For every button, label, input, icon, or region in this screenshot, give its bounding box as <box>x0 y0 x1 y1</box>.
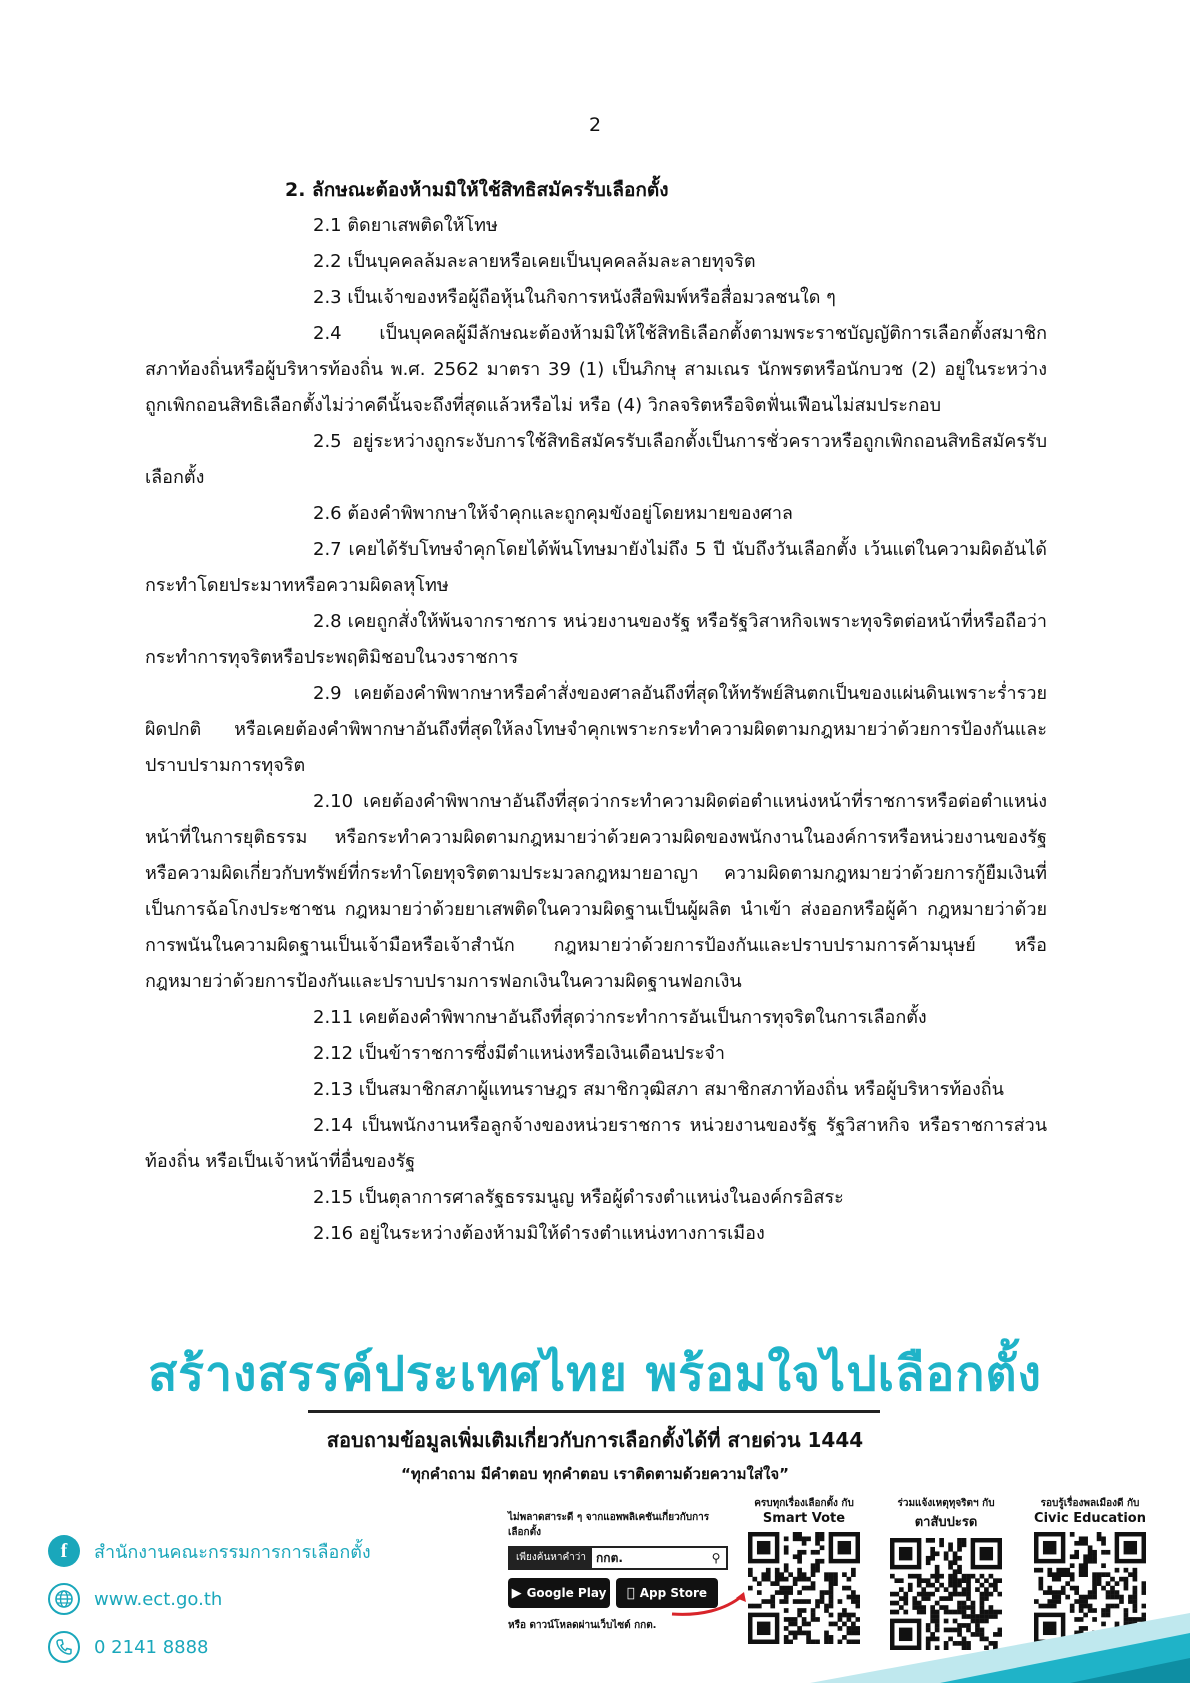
list-item: 2.14 เป็นพนักงานหรือลูกจ้างของหน่วยราชการ หน่วยงานของรัฐ รัฐวิสาหกิจ หรือราชการส่วนท้องถิ่น หรือเป็นเจ้าหน้าที่อื่นของรัฐ <box>145 1115 1047 1172</box>
slogan-divider <box>308 1410 880 1413</box>
list-item: 2.10 เคยต้องคำพิพากษาอันถึงที่สุดว่ากระทำความผิดต่อตำแหน่งหน้าที่ราชการหรือต่อตำแหน่งหน้าที่ในการยุติธรรม หรือกระทำความผิดตามกฎหมายว่าด้วยความผิดของพนักงานในองค์การหรือหน่วยงานของรัฐ หรือความผิดเกี่ยวกับทรัพย์ที่กระทำโดยทุจริตตามประมวลกฎหมายอาญา ความผิดตามกฎหมายว่าด้วยการกู้ยืมเงินที่เป็นการฉ้อโกงประชาชน กฎหมายว่าด้วยยาเสพติดในความผิดฐานเป็นผู้ผลิต นำเข้า ส่งออกหรือผู้ค้า กฎหมายว่าด้วยการพนันในความผิดฐานเป็นเจ้ามือหรือเจ้าสำนัก กฎหมายว่าด้วยการป้องกันและปราบปรามการค้ามนุษย์ หรือกฎหมายว่าด้วยการป้องกันและปราบปรามการฟอกเงินในความผิดฐานฟอกเงิน <box>145 791 1047 992</box>
phone-label: 0 2141 8888 <box>94 1636 209 1658</box>
search-value: กกต. <box>596 1550 623 1565</box>
globe-icon <box>48 1583 80 1615</box>
list-item: 2.5 อยู่ระหว่างถูกระงับการใช้สิทธิสมัครรับเลือกตั้งเป็นการชั่วคราวหรือถูกเพิกถอนสิทธิสมัครรับเลือกตั้ง <box>145 431 1047 488</box>
list-item: 2.15 เป็นตุลาการศาลรัฐธรรมนูญ หรือผู้ดำรงตำแหน่งในองค์กรอิสระ <box>313 1187 844 1208</box>
list-item: 2.16 อยู่ในระหว่างต้องห้ามมิให้ดำรงตำแหน่งทางการเมือง <box>313 1223 765 1244</box>
google-play-badge[interactable] <box>508 1578 610 1608</box>
app-promo <box>508 1510 728 1633</box>
item-list <box>145 208 1047 1252</box>
arrow-icon <box>670 1588 750 1618</box>
contact-phone[interactable] <box>48 1624 371 1670</box>
list-item: 2.2 เป็นบุคคลล้มละลายหรือเคยเป็นบุคคลล้มละลายทุจริต <box>313 251 756 272</box>
list-item: 2.7 เคยได้รับโทษจำคุกโดยได้พ้นโทษมายังไม่ถึง 5 ปี นับถึงวันเลือกตั้ง เว้นแต่ในความผิดอันได้กระทำโดยประมาทหรือความผิดลหุโทษ <box>145 539 1047 596</box>
campaign-slogan: สร้างสรรค์ประเทศไทย พร้อมใจไปเลือกตั้ง <box>148 1346 1042 1402</box>
contact-facebook[interactable] <box>48 1528 371 1574</box>
motto-text: “ทุกคำถาม มีคำตอบ ทุกคำตอบ เราติดตามด้วยความใส่ใจ” <box>401 1465 789 1483</box>
facebook-icon: f <box>48 1535 80 1567</box>
qr-name: ตาสับปะรด <box>914 1515 978 1530</box>
website-label: www.ect.go.th <box>94 1588 223 1610</box>
contact-list <box>48 1528 371 1672</box>
app-search-bar <box>508 1546 728 1570</box>
phone-icon <box>48 1631 80 1663</box>
download-note: หรือ ดาวน์โหลดผ่านเว็บไซต์ กกต. <box>508 1620 657 1631</box>
qr-caption: รอบรู้เรื่องพลเมืองดี กับ <box>1040 1498 1140 1509</box>
list-item: 2.8 เคยถูกสั่งให้พ้นจากราชการ หน่วยงานของรัฐ หรือรัฐวิสาหกิจเพราะทุจริตต่อหน้าที่หรือถือว่ากระทำการทุจริตหรือประพฤติมิชอบในวงราชการ <box>145 611 1047 668</box>
qr-name: Civic Education <box>1034 1511 1146 1526</box>
app-note: ไม่พลาดสาระดี ๆ จากแอพพลิเคชันเกี่ยวกับการเลือกตั้ง <box>508 1512 710 1538</box>
page-number: 2 <box>588 114 602 136</box>
list-item: 2.12 เป็นข้าราชการซึ่งมีตำแหน่งหรือเงินเดือนประจำ <box>313 1043 725 1064</box>
corner-decoration <box>770 1613 1190 1683</box>
section-heading: 2. ลักษณะต้องห้ามมิให้ใช้สิทธิสมัครรับเลือกตั้ง <box>285 179 669 201</box>
list-item: 2.1 ติดยาเสพติดให้โทษ <box>313 215 498 236</box>
qr-caption: ร่วมแจ้งเหตุทุจริตฯ กับ <box>897 1498 995 1509</box>
list-item: 2.3 เป็นเจ้าของหรือผู้ถือหุ้นในกิจการหนังสือพิมพ์หรือสื่อมวลชนใด ๆ <box>313 287 836 308</box>
hotline-text: สอบถามข้อมูลเพิ่มเติมเกี่ยวกับการเลือกตั้งได้ที่ สายด่วน 1444 <box>326 1428 864 1452</box>
list-item: 2.9 เคยต้องคำพิพากษาหรือคำสั่งของศาลอันถึงที่สุดให้ทรัพย์สินตกเป็นของแผ่นดินเพราะร่ำรวยผิดปกติ หรือเคยต้องคำพิพากษาอันถึงที่สุดให้ลงโทษจำคุกเพราะกระทำความผิดตามกฎหมายว่าด้วยการป้องกันและปราบปรามการทุจริต <box>145 683 1047 776</box>
qr-caption: ครบทุกเรื่องเลือกตั้ง กับ <box>754 1498 854 1509</box>
app-store-label: App Store <box>635 1586 704 1600</box>
apple-icon <box>627 1586 635 1601</box>
list-item: 2.6 ต้องคำพิพากษาให้จำคุกและถูกคุมขังอยู่โดยหมายของศาล <box>313 503 793 524</box>
list-item: 2.11 เคยต้องคำพิพากษาอันถึงที่สุดว่ากระทำการอันเป็นการทุจริตในการเลือกตั้ง <box>313 1007 927 1028</box>
document-body <box>145 172 1047 1252</box>
google-play-label: Google Play <box>526 1586 607 1600</box>
contact-website[interactable] <box>48 1576 371 1622</box>
play-icon: ▶ <box>511 1585 522 1601</box>
facebook-label: สำนักงานคณะกรรมการการเลือกตั้ง <box>94 1541 371 1563</box>
list-item: 2.4 เป็นบุคคลผู้มีลักษณะต้องห้ามมิให้ใช้สิทธิเลือกตั้งตามพระราชบัญญัติการเลือกตั้งสมาชิกสภาท้องถิ่นหรือผู้บริหารท้องถิ่น พ.ศ. 2562 มาตรา 39 (1) เป็นภิกษุ สามเณร นักพรตหรือนักบวช (2) อยู่ในระหว่างถูกเพิกถอนสิทธิเลือกตั้งไม่ว่าคดีนั้นจะถึงที่สุดแล้วหรือไม่ หรือ (4) วิกลจริตหรือจิตฟั่นเฟือนไม่สมประกอบ <box>145 323 1047 416</box>
list-item: 2.13 เป็นสมาชิกสภาผู้แทนราษฎร สมาชิกวุฒิสภา สมาชิกสภาท้องถิ่น หรือผู้บริหารท้องถิ่น <box>313 1079 1004 1100</box>
search-label: เพียงค้นหาคำว่า <box>510 1548 592 1568</box>
search-icon: ⚲ <box>711 1551 721 1565</box>
qr-name: Smart Vote <box>762 1511 846 1526</box>
